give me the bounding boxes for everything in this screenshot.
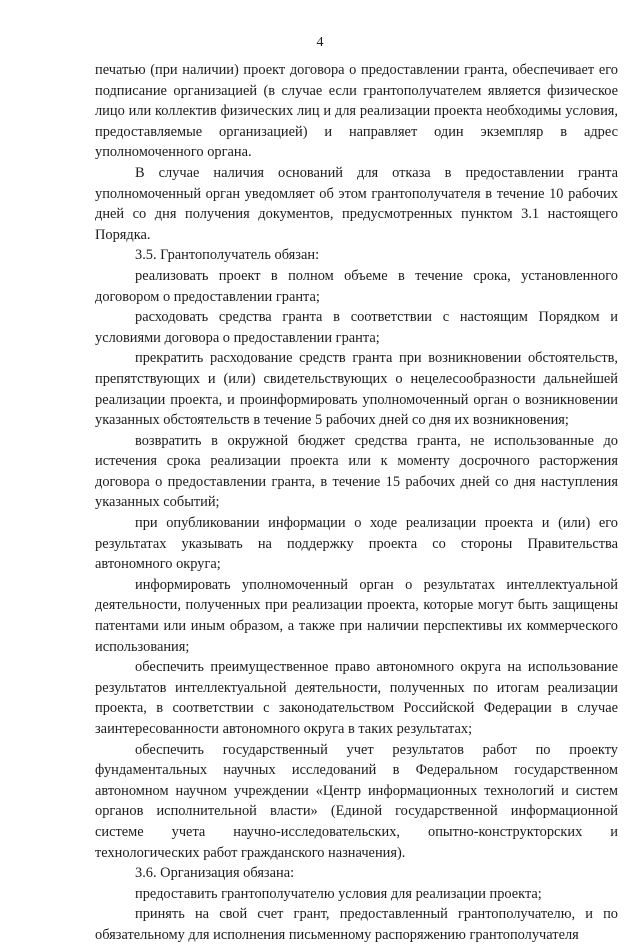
paragraph: печатью (при наличии) проект договора о предоставлении гранта, обеспечивает его подписание организацией (в случае если грантополучателем является физическое лицо или коллектив физических лиц и для реализации проекта необходимы условия, предоставляемые организацией) и направляет один экземпляр в адрес уполномоченного органа. [95,62,618,161]
paragraph: 3.6. Организация обязана: [135,865,295,882]
document-body [95,60,618,946]
page-number: 4 [316,35,324,50]
paragraph: прекратить расходование средств гранта при возникновении обстоятельств, препятствующих и (или) свидетельствующих о нецелесообразности дальнейшей реализации проекта, и проинформировать уполномоченный орган о возникновении указанных обстоятельств в течение 5 рабочих дней со дня их возникновения; [95,350,618,429]
paragraph: обеспечить государственный учет результатов работ по проекту фундаментальных научных исследований в Федеральном государственном автономном научном учреждении «Центр информационных технологий и систем органов исполнительной власти» (Единой государственной информационной системе учета научно-исследовательских, опытно-конструкторских и технологических работ гражданского назначения). [95,741,618,861]
paragraph: 3.5. Грантополучатель обязан: [135,247,320,264]
paragraph: В случае наличия оснований для отказа в предоставлении гранта уполномоченный орган уведомляет об этом грантополучателя в течение 10 рабочих дней со дня получения документов, предусмотренных пунктом 3.1 настоящего Порядка. [95,164,618,243]
paragraph: реализовать проект в полном объеме в течение срока, установленного договором о предоставлении гранта; [95,267,618,305]
paragraph: при опубликовании информации о ходе реализации проекта и (или) его результатах указывать на поддержку проекта со стороны Правительства автономного округа; [95,515,618,573]
paragraph: принять на свой счет грант, предоставленный грантополучателю, и по обязательному для исполнения письменному распоряжению грантополучателя [95,906,618,943]
paragraph: возвратить в окружной бюджет средства гранта, не использованные до истечения срока реализации проекта или к моменту досрочного расторжения договора о предоставлении гранта, в течение 15 рабочих дней со дня наступления указанных событий; [95,432,618,511]
paragraph: обеспечить преимущественное право автономного округа на использование результатов интеллектуальной деятельности, полученных по итогам реализации проекта, в соответствии с законодательством Российской Федерации в случае заинтересованности автономного округа в таких результатах; [95,659,618,737]
paragraph: информировать уполномоченный орган о результатах интеллектуальной деятельности, полученных при реализации проекта, которые могут быть защищены патентами или иным образом, а также при наличии перспективы их коммерческого использования; [95,576,618,655]
paragraph: предоставить грантополучателю условия для реализации проекта; [135,885,542,902]
paragraph: расходовать средства гранта в соответствии с настоящим Порядком и условиями договора о предоставлении гранта; [95,309,618,346]
